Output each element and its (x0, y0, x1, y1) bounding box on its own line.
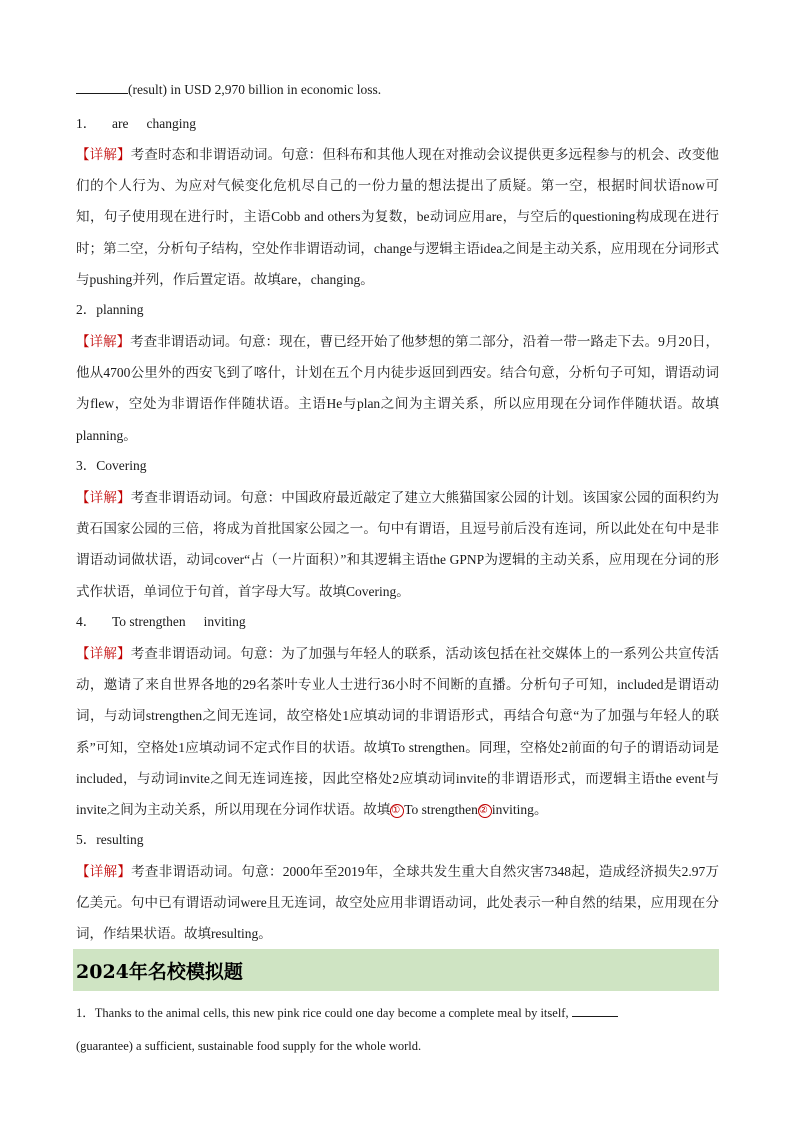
explanation-text: 考查非谓语动词。句意：中国政府最近敲定了建立大熊猫国家公园的计划。该国家公园的面积约为黄石国家公园的三倍，将成为首批国家公园之一。句中有谓语，且逗号前后没有连词，所以此处在句中是非谓语动词做状语，动词cover“占（一片面积）”和其逻辑主语the GPNP为逻辑的主动关系，应用现在分词的形式作状语，单词位于句首，首字母大写。故填Covering。 (76, 490, 720, 599)
answer-value: inviting (203, 614, 246, 629)
detail-tag: 【详解】 (76, 490, 131, 505)
answer-4-explanation (76, 638, 719, 825)
section-heading (73, 949, 719, 991)
question-1 (76, 997, 719, 1063)
answer-number: 5． (76, 832, 97, 847)
detail-tag: 【详解】 (76, 864, 132, 879)
answer-2-line (76, 300, 144, 320)
answer-number: 1． (76, 116, 97, 131)
explanation-text: 考查非谓语动词。句意：2000年至2019年，全球共发生重大自然灾害7348起，造成经济损失2.97万亿美元。句中已有谓语动词were且无连词，故空处应用非谓语动词，此处表示一种自然的结果，应用现在分词，作结果状语。故填resulting。 (76, 864, 720, 942)
answer-value: planning (96, 302, 144, 317)
question-number: 1． (76, 1006, 95, 1020)
answer-number: 4． (76, 614, 97, 629)
answer-value: Covering (96, 458, 147, 473)
sentence-end: 。 (533, 802, 548, 818)
answer-value: To strengthen (112, 614, 186, 629)
question-text: (result) in USD 2,970 billion in economic loss. (128, 82, 382, 97)
question-text: Thanks to the animal cells, this new pink rice could one day become a complete meal by itself, (94, 1006, 569, 1020)
answer-1-line (76, 114, 196, 134)
answer-3-line (76, 456, 147, 476)
answer-blank (572, 1004, 618, 1017)
explanation-text: 考查非谓语动词。句意：现在，曹已经开始了他梦想的第二部分，沿着一带一路走下去。9月20日，他从4700公里外的西安飞到了喀什，计划在五个月内徒步返回到西安。结合句意，分析句子可知，谓语动词为flew，空处为非谓语作伴随状语。主语He与plan之间为主谓关系，所以应用现在分词作伴随状语。故填planning。 (76, 334, 720, 443)
answer-5-explanation (76, 856, 719, 950)
answer-blank (76, 81, 128, 94)
answer-value: resulting (96, 832, 144, 847)
answer-5-line (76, 830, 144, 850)
answer-value: are (112, 116, 129, 131)
fill-answer: inviting (491, 802, 534, 818)
detail-tag: 【详解】 (76, 646, 131, 661)
explanation-text: 考查时态和非谓语动词。句意：但科布和其他人现在对推动会议提供更多远程参与的机会、改变他们的个人行为、为应对气候变化危机尽自己的一份力量的想法提出了质疑。第一空，根据时间状语now可知，句子使用现在进行时，主语Cobb and others为复数，be动词应用are，与空后的questioning构成现在进行时；第二空，分析句子结构，空处作非谓语动词，change与逻辑主语idea之间是主动关系，应用现在分词形式与pushing并列，作后置定语。故填are，changing。 (76, 147, 720, 287)
answer-3-explanation (76, 482, 719, 607)
circled-number-2: ② (478, 804, 492, 818)
detail-tag: 【详解】 (76, 334, 131, 349)
section-heading-text: 2024年名校模拟题 (76, 961, 243, 983)
answer-4-line (76, 612, 246, 632)
question-text: (guarantee) a sufficient, sustainable food supply for the whole world. (76, 1039, 422, 1053)
explanation-text: 考查非谓语动词。句意：为了加强与年轻人的联系，活动该包括在社交媒体上的一系列公共宣传活动，邀请了来自世界各地的29名茶叶专业人士进行36小时不间断的直播。分析句子可知，included是谓语动词，与动词strengthen之间无连词，故空格处1应填动词的非谓语形式，再结合句意“为了加强与年轻人的联系”可知，空格处1应填动词不定式作目的状语。故填To strengthen。同理，空格处2前面的句子的谓语动词是included，与动词invite之间无连词连接，因此空格处2应填动词invite的非谓语形式，而逻辑主语the event与invite之间为主动关系，所以用现在分词作状语。故填 (76, 646, 720, 818)
detail-tag: 【详解】 (76, 147, 131, 162)
circled-number-1: ① (390, 804, 404, 818)
question-continuation-line (76, 80, 381, 100)
fill-answer: To strengthen (404, 802, 478, 818)
answer-number: 2． (76, 302, 97, 317)
answer-value: changing (146, 116, 196, 131)
answer-2-explanation (76, 326, 719, 451)
answer-1-explanation (76, 139, 719, 295)
answer-number: 3． (76, 458, 97, 473)
